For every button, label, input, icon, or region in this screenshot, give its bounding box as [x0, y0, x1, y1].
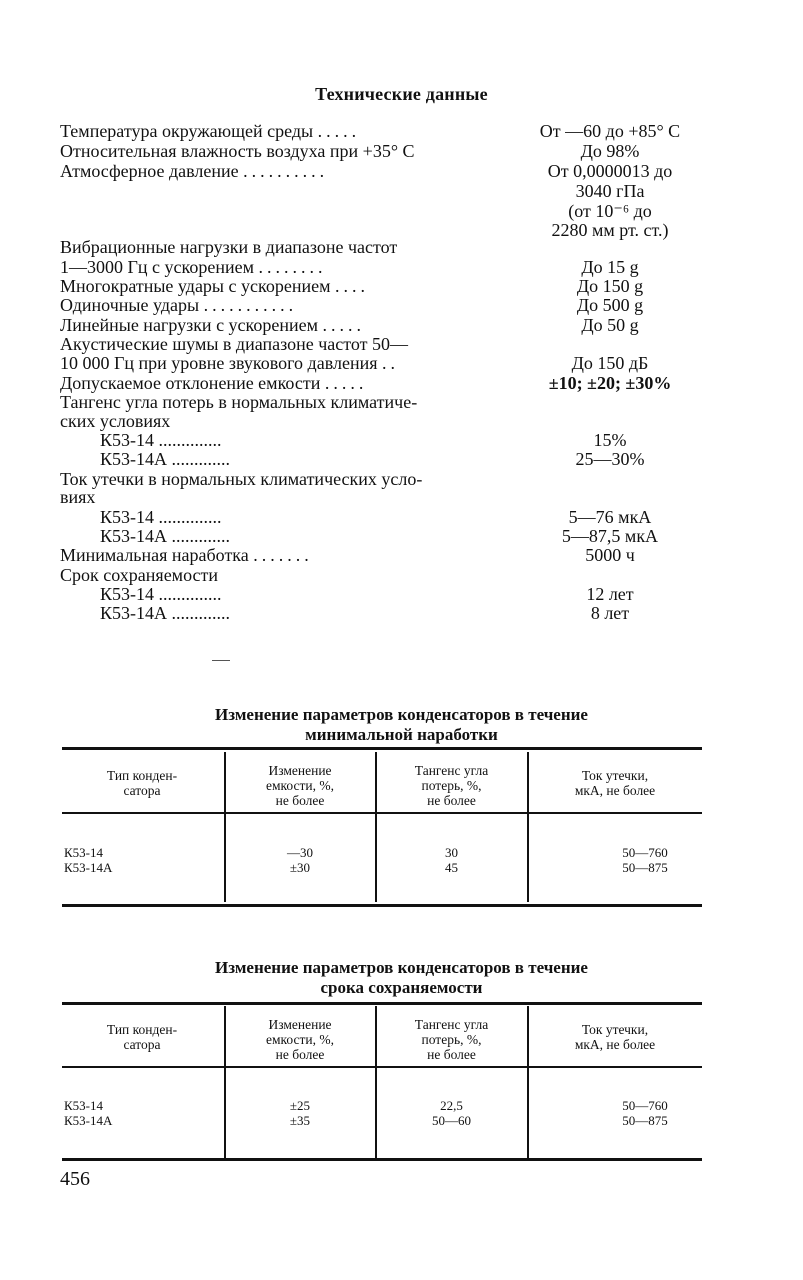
spec-vibration-label-1: Вибрационные нагрузки в диапазоне частот: [60, 237, 398, 257]
spec-single-shock-label: Одиночные удары ...........: [60, 295, 298, 315]
spec-tangent-label-2: ских условиях: [60, 411, 171, 431]
table1-cell-leakage: 50—875: [622, 860, 668, 875]
spec-leak-k1-value: 5—76 мкА: [568, 507, 652, 527]
spec-pressure-value-4: 2280 мм рт. ст.): [551, 220, 669, 240]
spec-tangent-k1-label: К53-14 ..............: [100, 430, 222, 450]
table1-cell-type: К53-14А: [64, 860, 113, 875]
table1-cell-leakage: 50—760: [622, 845, 668, 860]
table2-header-leakage: Ток утечки, мкА, не более: [574, 1022, 656, 1052]
spec-leak-k2-value: 5—87,5 мкА: [561, 526, 659, 546]
table1-cell-tangent: 30: [445, 845, 458, 860]
spec-storage-k1-label: К53-14 ..............: [100, 584, 222, 604]
spec-leak-label-2: виях: [60, 487, 96, 507]
spec-acoustic-value: До 150 дБ: [571, 353, 649, 373]
table1-header-rule: [62, 812, 702, 814]
spec-acoustic-label-1: Акустические шумы в диапазоне частот 50—: [60, 334, 409, 354]
table1-title-1: Изменение параметров конденсаторов в течение: [215, 705, 588, 724]
table2-cell-type: К53-14: [64, 1098, 103, 1113]
table2-header-type: Тип конден- сатора: [106, 1022, 178, 1052]
spec-linear-value: До 50 g: [581, 315, 639, 335]
table2-header-rule: [62, 1066, 702, 1068]
table1-cell-capacitance: ±30: [289, 860, 311, 875]
table2-cell-capacitance: ±35: [289, 1113, 311, 1128]
table1-cell-type: К53-14: [64, 845, 103, 860]
spec-leak-k1-label: К53-14 ..............: [100, 507, 222, 527]
spec-multi-shock-label: Многократные удары с ускорением ....: [60, 276, 369, 296]
table2-top-rule: [62, 1002, 702, 1005]
spec-tangent-k1-value: 15%: [593, 430, 627, 450]
table2-cell-tangent: 50—60: [432, 1113, 471, 1128]
table1-col-divider: [375, 752, 377, 902]
table2-cell-leakage: 50—875: [622, 1113, 668, 1128]
table1-header-tangent: Тангенс угла потерь, %, не более: [414, 763, 489, 808]
spec-tolerance-value: ±10; ±20; ±30%: [548, 373, 672, 393]
section-title: Технические данные: [315, 84, 488, 104]
spec-pressure-value-3: (от 10⁻⁶ до: [568, 201, 652, 221]
table2-col-divider: [375, 1006, 377, 1158]
table1-col-divider: [224, 752, 226, 902]
spec-acoustic-label-2: 10 000 Гц при уровне звукового давления ..: [60, 353, 399, 373]
spec-humidity-value: До 98%: [580, 141, 640, 161]
page-number: 456: [60, 1168, 90, 1190]
spec-single-shock-value: До 500 g: [576, 295, 644, 315]
table1-header-type: Тип конден- сатора: [106, 768, 178, 798]
table1-cell-capacitance: —30: [287, 845, 313, 860]
table1-header-leakage: Ток утечки, мкА, не более: [574, 768, 656, 798]
spec-vibration-value: До 15 g: [581, 257, 639, 277]
table2-header-tangent: Тангенс угла потерь, %, не более: [414, 1017, 489, 1062]
table2-bottom-rule: [62, 1158, 702, 1161]
spec-leak-k2-label: К53-14А .............: [100, 526, 230, 546]
table2-title-1: Изменение параметров конденсаторов в течение: [215, 958, 588, 977]
table2-col-divider: [527, 1006, 529, 1158]
table1-col-divider: [527, 752, 529, 902]
table2-cell-capacitance: ±25: [289, 1098, 311, 1113]
spec-tangent-k2-value: 25—30%: [575, 449, 645, 469]
spec-pressure-value-1: От 0,0000013 до: [547, 161, 673, 181]
table2-header-capacitance: Изменение емкости, %, не более: [266, 1017, 334, 1062]
table1-cell-tangent: 45: [445, 860, 458, 875]
spec-multi-shock-value: До 150 g: [576, 276, 644, 296]
spec-temp-value: От —60 до +85° С: [539, 121, 681, 141]
spec-tolerance-label: Допускаемое отклонение емкости .....: [60, 373, 368, 393]
spec-leak-label-1: Ток утечки в нормальных климатических усло-: [60, 469, 423, 489]
table1-title-2: минимальной наработки: [305, 725, 498, 744]
table2-cell-tangent: 22,5: [440, 1098, 463, 1113]
spec-storage-k2-label: К53-14А .............: [100, 603, 230, 623]
table2-cell-leakage: 50—760: [622, 1098, 668, 1113]
scan-mark: [212, 660, 230, 661]
spec-tangent-label-1: Тангенс угла потерь в нормальных климатиче-: [60, 392, 418, 412]
spec-pressure-label: Атмосферное давление ..........: [60, 161, 329, 181]
spec-humidity-label: Относительная влажность воздуха при +35° С: [60, 141, 415, 161]
spec-storage-k2-value: 8 лет: [590, 603, 630, 623]
table2-col-divider: [224, 1006, 226, 1158]
spec-storage-k1-value: 12 лет: [586, 584, 634, 604]
spec-pressure-value-2: 3040 гПа: [575, 181, 645, 201]
spec-linear-label: Линейные нагрузки с ускорением .....: [60, 315, 366, 335]
spec-min-life-value: 5000 ч: [585, 545, 635, 565]
spec-vibration-label-2: 1—3000 Гц с ускорением ........: [60, 257, 327, 277]
spec-storage-label: Срок сохраняемости: [60, 565, 219, 585]
spec-tangent-k2-label: К53-14А .............: [100, 449, 230, 469]
table1-bottom-rule: [62, 904, 702, 907]
table1-top-rule: [62, 747, 702, 750]
table2-cell-type: К53-14А: [64, 1113, 113, 1128]
table1-header-capacitance: Изменение емкости, %, не более: [266, 763, 334, 808]
spec-min-life-label: Минимальная наработка .......: [60, 545, 313, 565]
spec-temp-label: Температура окружающей среды .....: [60, 121, 361, 141]
table2-title-2: срока сохраняемости: [320, 978, 483, 997]
